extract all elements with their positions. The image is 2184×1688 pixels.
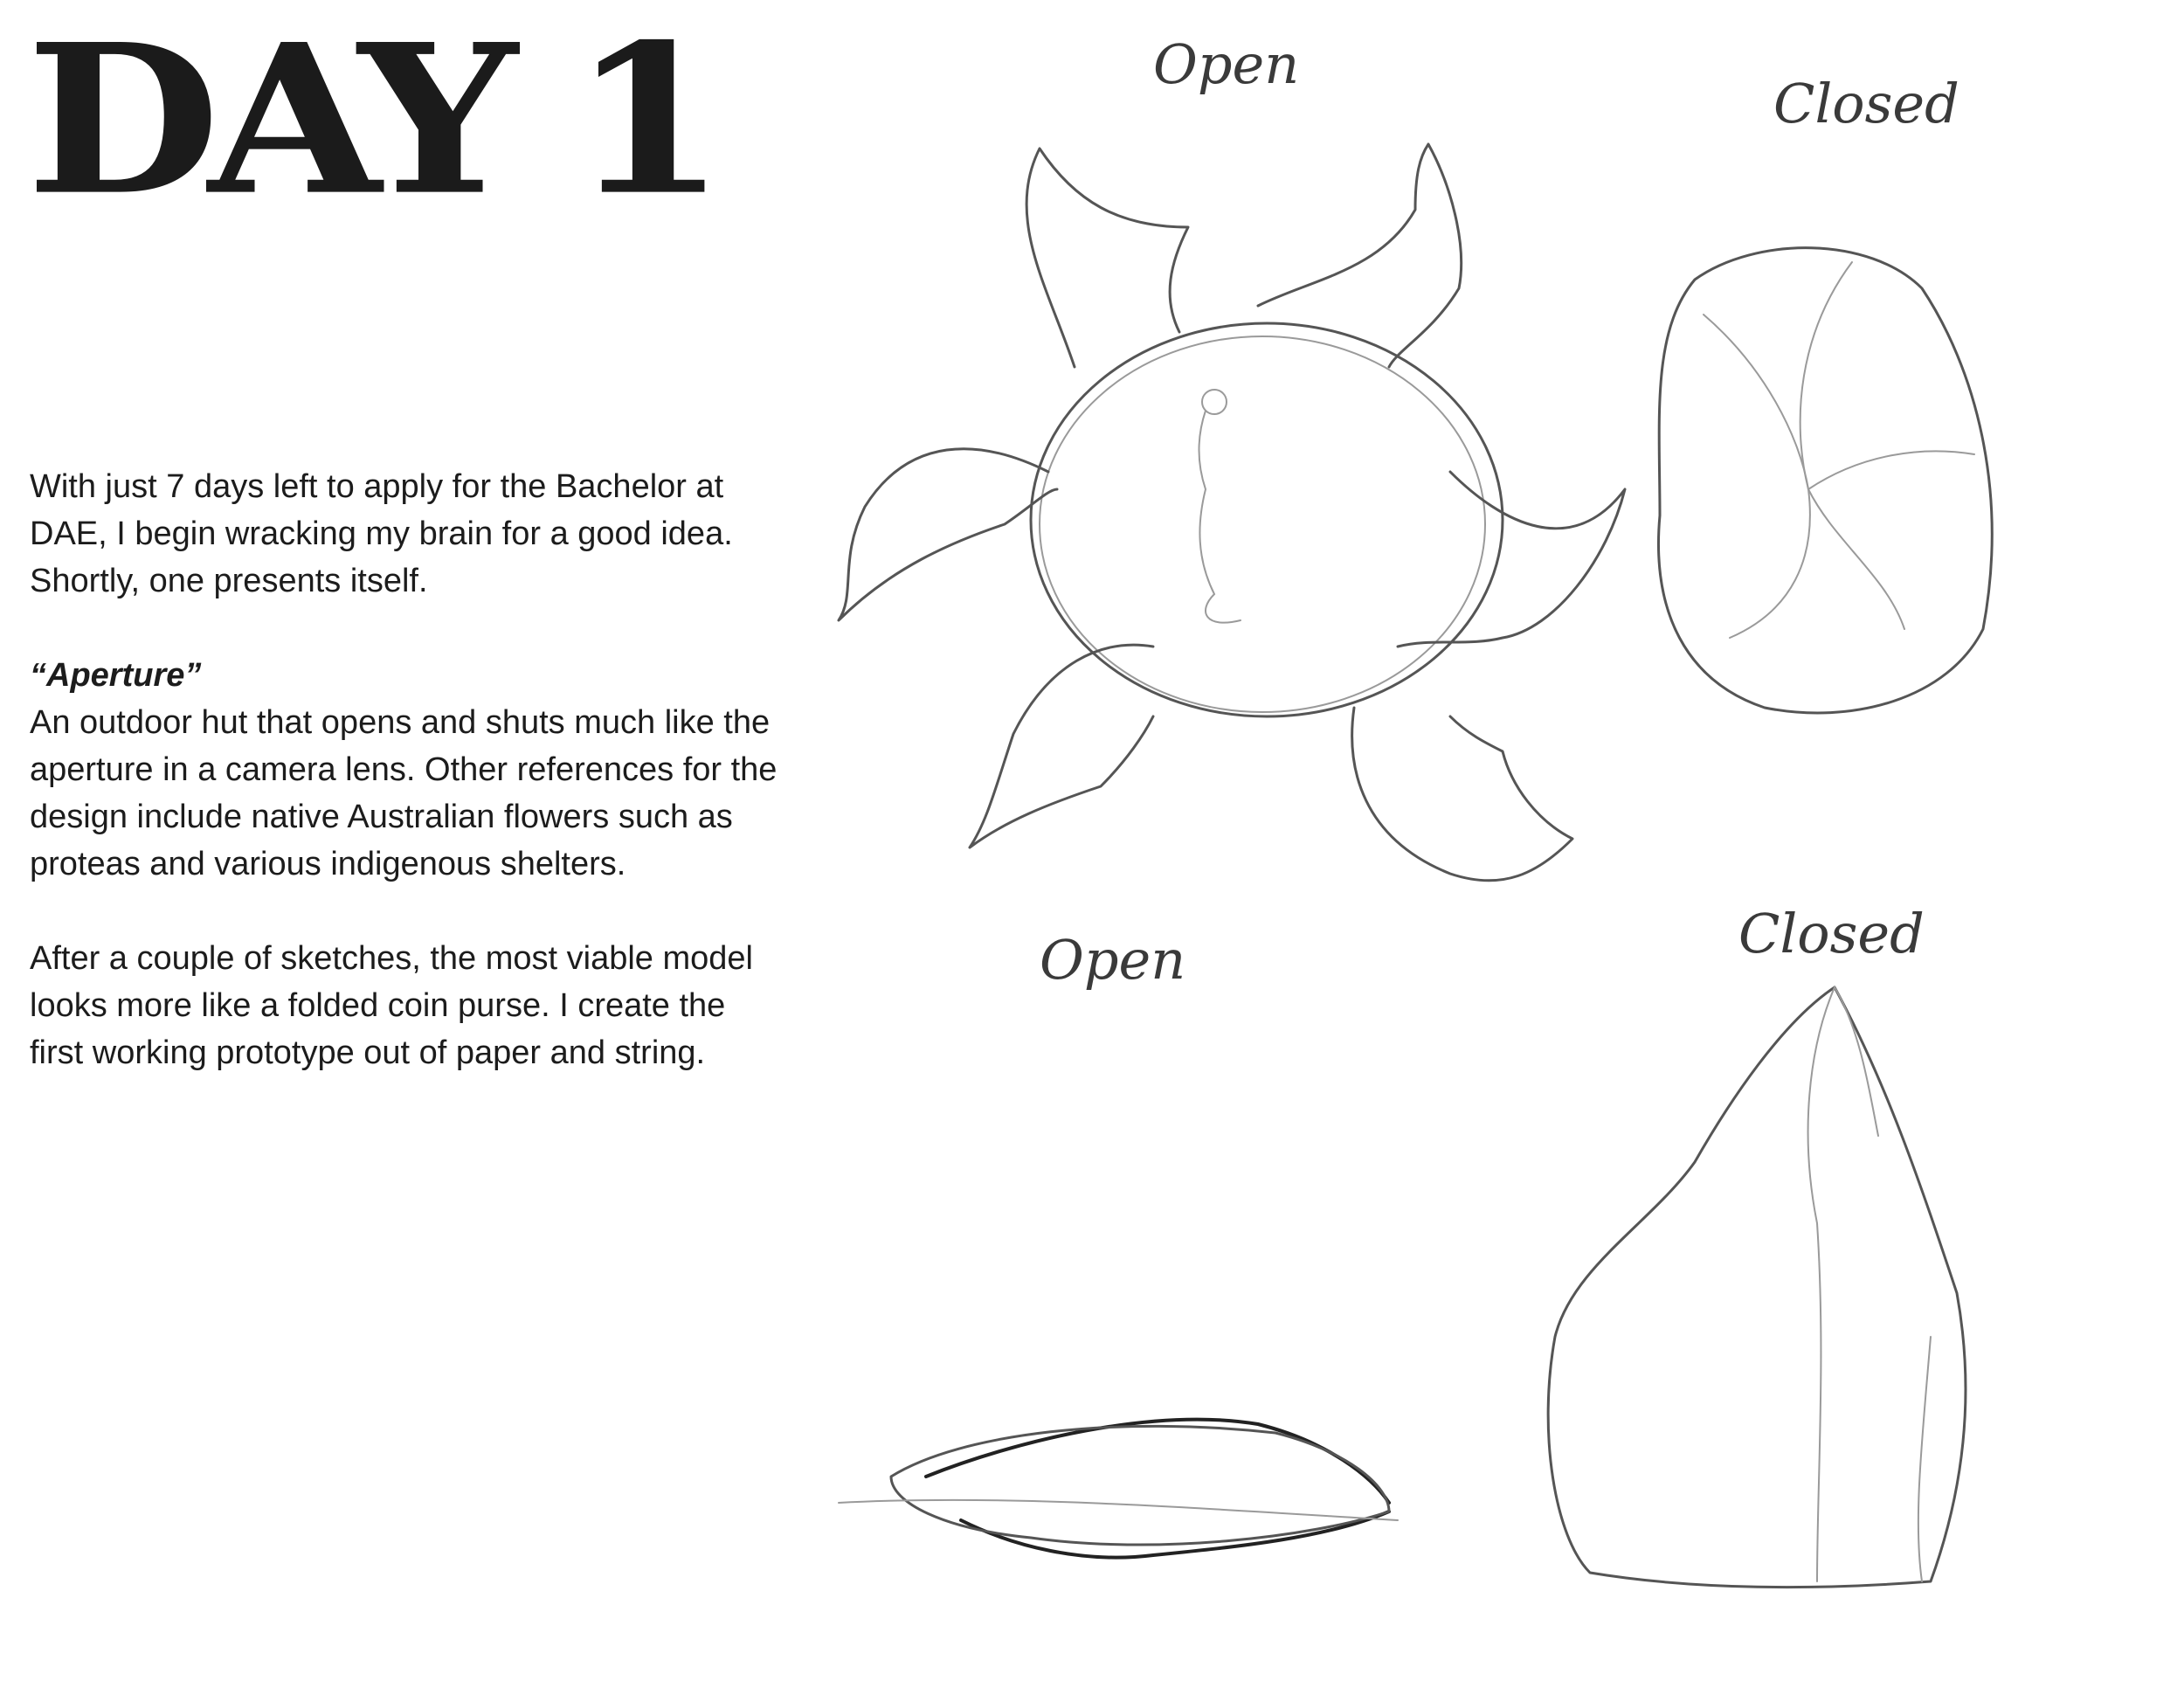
purse-outline xyxy=(891,1426,1389,1545)
paragraph-spacer xyxy=(30,888,781,935)
closed-purse-outline xyxy=(1548,987,1966,1588)
sketch-open-purse xyxy=(839,928,1398,1558)
fold-line xyxy=(1808,987,1835,1581)
figure-sketch xyxy=(1199,411,1241,623)
aperture-ring-inner xyxy=(1040,336,1485,712)
sketch-label-closed-top: Closed xyxy=(1773,72,1959,135)
petal xyxy=(839,449,1057,620)
prototype-paragraph: After a couple of sketches, the most viable model looks more like a folded coin purse. I create the first working prototype out of paper and string. xyxy=(30,940,753,1071)
swirl-line xyxy=(1704,315,1810,638)
sketch-label-open-top: Open xyxy=(1153,32,1300,96)
pencil-sketches xyxy=(786,0,2184,1688)
swirl-line xyxy=(1800,262,1852,489)
purse-bottom-edge xyxy=(961,1512,1389,1558)
swirl-line xyxy=(1808,489,1904,629)
intro-paragraph: With just 7 days left to apply for the Bachelor at DAE, I begin wracking my brain for a good idea. Shortly, one presents itself. xyxy=(30,468,733,599)
paragraph-spacer xyxy=(30,605,781,652)
petal xyxy=(1352,708,1572,881)
concept-name: “Aperture” xyxy=(30,657,202,694)
sketch-label-open-bottom: Open xyxy=(1040,928,1186,992)
concept-description: An outdoor hut that opens and shuts much like the aperture in a camera lens. Other references for the design include native Australian flowers such as proteas and various indigenous shelters. xyxy=(30,704,778,882)
fold-line xyxy=(1918,1337,1931,1581)
sketch-open-aperture xyxy=(839,32,1625,881)
petal xyxy=(1398,472,1625,647)
figure-head xyxy=(1202,390,1227,414)
petal xyxy=(1258,144,1462,367)
aperture-ring xyxy=(1031,323,1503,716)
body-text xyxy=(30,463,781,1076)
petal xyxy=(970,645,1153,847)
purse-top-edge xyxy=(926,1420,1389,1503)
closed-dome-outline xyxy=(1659,248,1993,713)
sketch-closed-aperture xyxy=(1659,72,1993,713)
page-title: DAY 1 xyxy=(26,0,715,241)
petal xyxy=(1026,149,1188,367)
sketch-closed-purse xyxy=(1548,902,1966,1588)
swirl-line xyxy=(1808,451,1974,489)
sketch-label-closed-bottom: Closed xyxy=(1738,902,1925,965)
